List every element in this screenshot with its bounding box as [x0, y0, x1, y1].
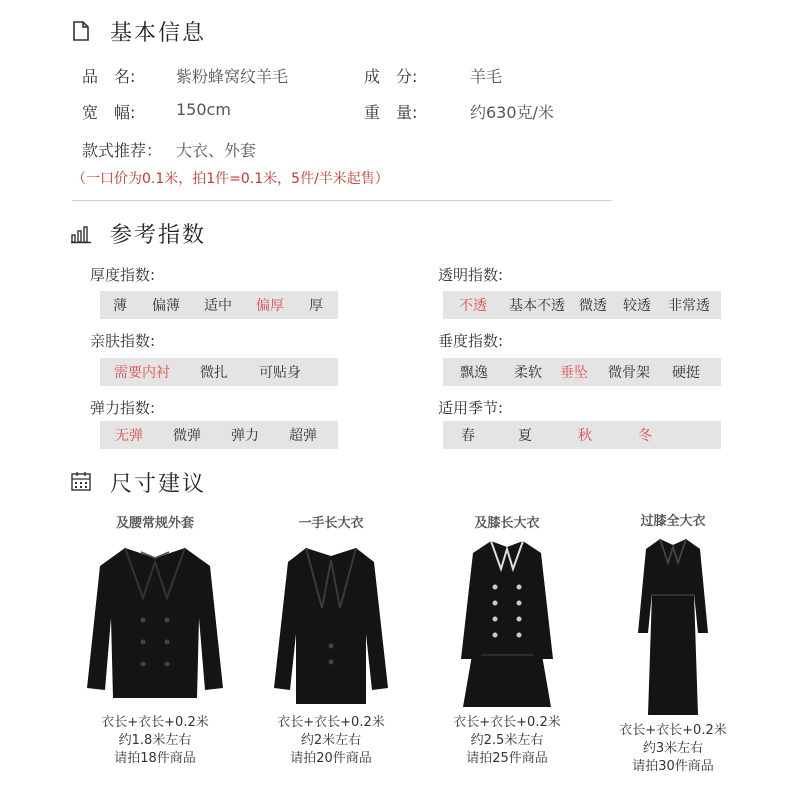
name-label: 品 名: [82, 67, 136, 86]
thickness-bar [100, 291, 338, 319]
elasticity-option: 弹力 [231, 428, 259, 444]
coat-length-formula: 衣长+衣长+0.2米 [277, 715, 385, 730]
knee-coat-icon [447, 535, 567, 713]
skin-friendly-option: 可贴身 [259, 365, 301, 381]
weight-label: 重 量: [364, 103, 418, 122]
style-label: 款式推荐： [82, 141, 163, 160]
thickness-label: 厚度指数: [90, 266, 156, 284]
season-option: 夏 [518, 428, 532, 444]
coat-caption [246, 714, 416, 768]
thickness-option-selected: 偏厚 [256, 298, 284, 314]
style-value: 大衣、外套 [176, 141, 257, 160]
coat-order-qty: 请拍20件商品 [290, 751, 372, 766]
transparency-option-selected: 不透 [459, 298, 487, 314]
elasticity-bar [100, 421, 338, 449]
transparency-option: 非常透 [668, 298, 710, 314]
season-bar [443, 421, 721, 449]
blazer-coat-icon [256, 538, 406, 710]
coat-length-approx: 约2.5米左右 [470, 733, 544, 748]
basic-info-section [0, 0, 800, 200]
coat-caption [422, 714, 592, 768]
section-divider [72, 200, 612, 201]
elasticity-label: 弹力指数: [90, 399, 156, 417]
drape-option: 微骨架 [608, 365, 650, 381]
coat-title: 一手长大衣 [298, 516, 364, 531]
coat-title: 过膝全大衣 [640, 514, 706, 529]
drape-option: 硬挺 [672, 365, 700, 381]
coat-caption [70, 714, 240, 768]
coat-order-qty: 请拍30件商品 [632, 759, 714, 774]
material-label: 成 分: [364, 67, 418, 86]
coat-caption [588, 722, 758, 776]
width-label: 宽 幅: [82, 103, 136, 122]
elasticity-option: 超弹 [289, 428, 317, 444]
thickness-option: 厚 [309, 298, 323, 314]
thickness-option: 偏薄 [152, 298, 180, 314]
season-option-selected: 冬 [638, 428, 652, 444]
transparency-option: 较透 [623, 298, 651, 314]
drape-bar [443, 358, 721, 386]
elasticity-option-selected: 无弹 [115, 428, 143, 444]
coat-length-approx: 约1.8米左右 [118, 733, 192, 748]
drape-label: 垂度指数: [438, 332, 504, 350]
skin-friendly-label: 亲肤指数: [90, 332, 156, 350]
bar-chart-icon [70, 222, 92, 244]
coat-length-approx: 约2米左右 [300, 733, 362, 748]
price-note: （一口价为0.1米，拍1件=0.1米，5件/半米起售） [72, 171, 389, 187]
material-value: 羊毛 [470, 67, 503, 86]
basic-info-title: 基本信息 [110, 21, 207, 46]
season-option: 春 [461, 428, 475, 444]
transparency-bar [443, 291, 721, 319]
document-icon [70, 20, 92, 42]
coat-length-formula: 衣长+衣长+0.2米 [101, 715, 209, 730]
skin-friendly-option-selected: 需要内衬 [114, 365, 170, 381]
elasticity-option: 微弹 [173, 428, 201, 444]
coat-order-qty: 请拍18件商品 [114, 751, 196, 766]
skin-friendly-option: 微扎 [200, 365, 228, 381]
width-value: 150cm [176, 100, 231, 119]
drape-option: 柔软 [514, 365, 542, 381]
weight-value: 约630克/米 [470, 103, 554, 122]
coat-order-qty: 请拍25件商品 [466, 751, 548, 766]
thickness-option: 薄 [113, 298, 127, 314]
coat-length-formula: 衣长+衣长+0.2米 [453, 715, 561, 730]
short-jacket-icon [75, 538, 235, 708]
coat-title: 及膝长大衣 [474, 516, 540, 531]
coat-length-approx: 约3米左右 [642, 741, 704, 756]
transparency-option: 基本不透 [509, 298, 565, 314]
drape-option-selected: 垂坠 [560, 365, 588, 381]
coat-length-formula: 衣长+衣长+0.2米 [619, 723, 727, 738]
season-option-selected: 秋 [578, 428, 592, 444]
coat-title: 及腰常规外套 [115, 516, 194, 531]
skin-friendly-bar [100, 358, 338, 386]
thickness-option: 适中 [204, 298, 232, 314]
name-value: 紫粉蜂窝纹羊毛 [176, 67, 289, 86]
long-coat-icon [618, 533, 728, 719]
season-label: 适用季节: [438, 399, 504, 417]
size-title: 尺寸建议 [110, 472, 207, 497]
transparency-label: 透明指数: [438, 266, 504, 284]
drape-option: 飘逸 [460, 365, 488, 381]
reference-title: 参考指数 [110, 223, 207, 248]
transparency-option: 微透 [579, 298, 607, 314]
grid-icon [70, 470, 92, 492]
